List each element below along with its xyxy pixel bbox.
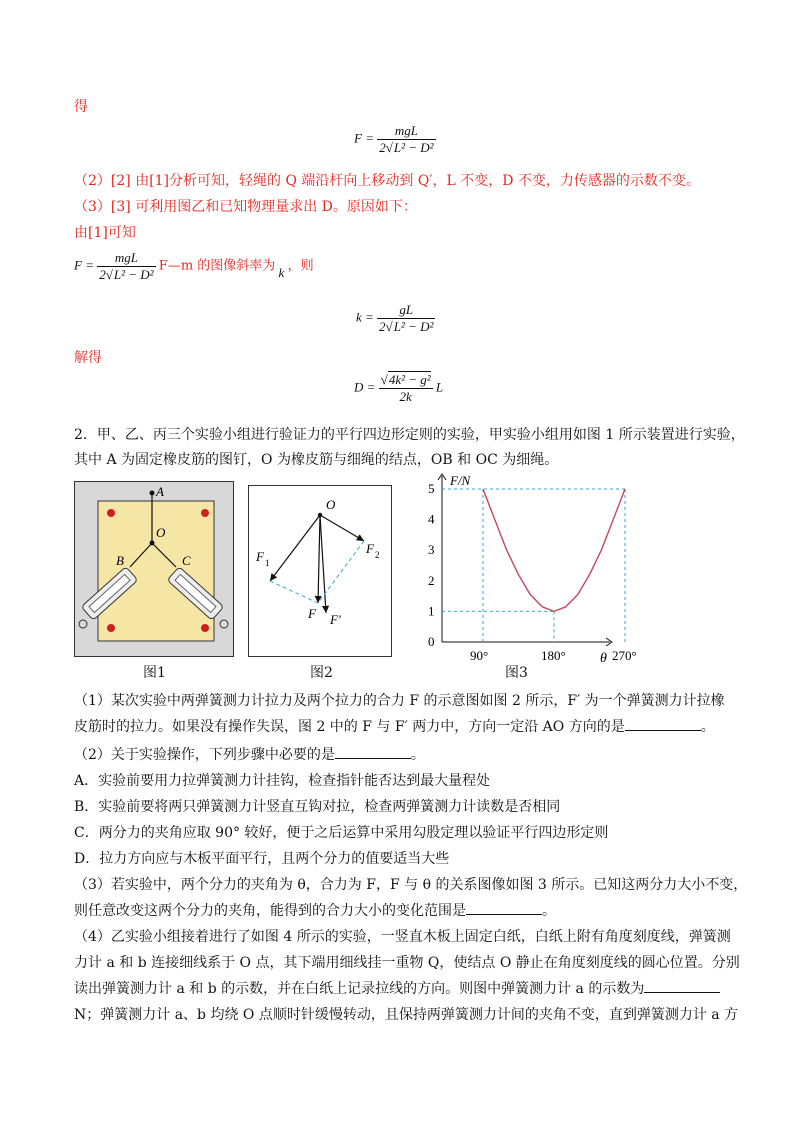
q2-sub4-text: 读出弹簧测力计 a 和 b 的示数，并在白纸上记录拉线的方向。则图中弹簧测力计 a 的示数为	[74, 981, 645, 997]
figure-3-chart	[418, 470, 637, 666]
eq2-den-pre: 2	[99, 267, 106, 282]
q2-sub2-answer-blank[interactable]	[335, 746, 411, 759]
fig2-label-f2-sub: 2	[375, 550, 380, 560]
fig1-paper	[98, 501, 214, 641]
eq2-k: k	[278, 265, 285, 281]
chart-series-line	[483, 489, 625, 611]
fig1-label-b: B	[116, 553, 124, 568]
option-b: B．实验前要将两只弹簧测力计竖直互钩对拉，检查两弹簧测力计读数是否相同	[74, 799, 561, 815]
q2-sub1-end: 。	[700, 719, 715, 735]
chart-y-tick-label: 3	[428, 542, 435, 558]
q2-sub3-end: 。	[542, 903, 556, 919]
eq4-num-radicand: 4k² − g²	[388, 372, 431, 387]
eq2-tail: F—m 的图像斜率为	[158, 258, 276, 274]
solution-part-2: （2）[2] 由[1]分析可知，轻绳的 Q 端沿杆向上移动到 Q′，L 不变，D 不变，力传感器的示数不变。	[74, 173, 700, 189]
eq1-numerator: mgL	[377, 123, 435, 140]
q2-sub3-line-a: （3）若实验中，两个分力的夹角为 θ，合力为 F，F 与 θ 的关系图像如图 3 所示。已知这两分力大小不变，	[74, 877, 748, 893]
eq2-ze: ，则	[287, 258, 314, 274]
chart-x-tick-label: 270°	[612, 648, 637, 663]
eq3-den-radicand: L² − D²	[393, 319, 434, 334]
option-c: C．两分力的夹角应取 90° 较好，便于之后运算中采用勾股定理以验证平行四边形定则	[74, 825, 609, 841]
fig1-pin-tr	[201, 509, 209, 517]
q2-sub1-answer-blank[interactable]	[625, 718, 701, 731]
eq3-lhs: k =	[356, 309, 374, 325]
option-d: D．拉力方向应与木板平面平行，且两个分力的值要适当大些	[74, 851, 450, 867]
fig3-caption: 图3	[505, 665, 528, 681]
fig2-frame	[249, 486, 392, 657]
q2-sub3-answer-blank[interactable]	[466, 902, 542, 915]
q2-sub1-text: 皮筋时的拉力。如果没有操作失误，图 2 中的 F 与 F′ 两力中，方向一定沿 AO 方向的是	[74, 719, 625, 735]
option-a: A．实验前要用力拉弹簧测力计挂钩，检查指针能否达到最大量程处	[74, 773, 491, 789]
fig2-label-f2: F	[366, 541, 374, 556]
q2-stem-line-1: 2．甲、乙、丙三个实验小组进行验证力的平行四边形定则的实验，甲实验小组用如图 1 所示装置进行实验，	[74, 427, 745, 443]
eq4-lhs: D =	[354, 379, 376, 395]
fig2-label-f1: F	[256, 549, 264, 564]
eq4-tail: L	[435, 379, 444, 395]
equation-4: D = $\frac{\text{√4k² − g²}}{2k}$ L	[354, 372, 444, 404]
solution-part-3: （3）[3] 可利用图乙和已知物理量求出 D。原因如下：	[74, 199, 417, 215]
q2-sub2-end: 。	[410, 747, 425, 763]
chart-x-tick-label: 90°	[470, 648, 489, 663]
chart-y-label: F/N	[450, 473, 471, 488]
eq1-den-pre: 2	[379, 140, 386, 155]
fig2-caption: 图2	[310, 665, 333, 681]
q2-sub1-line-a: （1）某次实验中两弹簧测力计拉力及两个拉力的合力 F 的示意图如图 2 所示，F′ 为一个弹簧测力计拉橡	[74, 693, 725, 709]
q2-sub3-text: 则任意改变这两个分力的夹角，能得到的合力大小的变化范围是	[74, 903, 466, 919]
q2-sub4-line-d: N；弹簧测力计 a、b 均绕 O 点顺时针缓慢转动，且保持两弹簧测力计间的夹角不变，直到弹簧测力计 a 方	[74, 1007, 739, 1023]
q2-sub3-line-b	[74, 900, 556, 920]
eq2-den-radicand: L² − D²	[113, 267, 154, 282]
chart-y-tick-label: 0	[428, 634, 435, 649]
solution-from-1: 由[1]可知	[74, 225, 136, 241]
chart-x-tick-label: 180°	[541, 648, 566, 663]
eq1-den-radicand: L² − D²	[393, 140, 434, 155]
fig1-label-a: A	[156, 484, 164, 499]
equation-3: k = $\frac{gL}{\text{2√L² − D²}}$	[356, 302, 434, 334]
eq3-den-pre: 2	[379, 319, 386, 334]
q2-sub4-line-c	[74, 978, 720, 998]
figure-2	[248, 485, 392, 657]
solution-de: 得	[74, 99, 88, 115]
eq2-numerator: mgL	[97, 250, 155, 267]
chart-y-tick-label: 5	[428, 481, 435, 496]
chart-y-tick-label: 1	[428, 603, 435, 619]
q2-sub2-line	[74, 744, 425, 764]
fig1-pin-bl	[107, 624, 115, 632]
fig1-label-o: O	[156, 525, 166, 540]
figure-1	[74, 481, 234, 657]
fig2-label-f: F	[308, 606, 316, 621]
q2-sub2-text: （2）关于实验操作，下列步骤中必要的是	[74, 747, 335, 763]
equation-2: F = $\frac{\text{mgL}}{\text{2√L² − D²}}$ F—m 的图像斜率为 k ，则	[74, 250, 314, 282]
equation-1: F = $\frac{\text{mgL}}{\text{2√L² − D²}}$	[354, 123, 434, 155]
fig1-point-a	[150, 491, 155, 496]
chart-x-label: θ	[600, 651, 607, 666]
q2-sub4-line-b: 力计 a 和 b 连接细线系于 O 点，其下端用细线挂一重物 Q，使结点 O 静止在角度刻度线的圆心位置。分别	[74, 955, 740, 971]
eq2-lhs: F =	[74, 257, 94, 273]
fig2-label-o: O	[326, 497, 336, 512]
chart-y-tick-label: 4	[428, 511, 435, 527]
fig2-label-f-prime: F′	[330, 612, 341, 627]
fig1-pin-br	[201, 624, 209, 632]
eq1-lhs: F =	[354, 130, 374, 146]
q2-stem-line-2: 其中 A 为固定橡皮筋的图钉，O 为橡皮筋与细绳的结点，OB 和 OC 为细绳。	[74, 452, 559, 468]
fig1-pin-tl	[107, 509, 115, 517]
fig2-point-o	[318, 513, 322, 517]
fig2-label-f1-sub: 1	[265, 558, 270, 568]
solution-jiede: 解得	[74, 350, 102, 366]
q2-sub4-line-a: （4）乙实验小组接着进行了如图 4 所示的实验，一竖直木板上固定白纸，白纸上附有角度刻度线，弹簧测	[74, 929, 731, 945]
chart-y-tick-label: 2	[428, 572, 435, 588]
eq4-denominator: 2k	[399, 389, 412, 404]
fig1-label-c: C	[182, 553, 191, 568]
q2-sub1-line-b	[74, 716, 715, 736]
q2-sub4-answer-blank[interactable]	[644, 980, 720, 993]
fig1-caption: 图1	[143, 665, 166, 681]
eq3-numerator: gL	[377, 302, 435, 319]
